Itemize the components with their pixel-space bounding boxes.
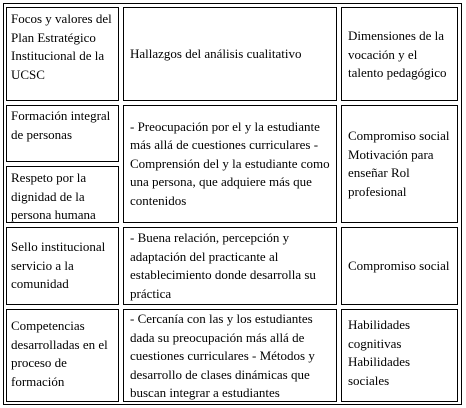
row1-cell-dimensions bbox=[341, 105, 458, 223]
header-cell-findings bbox=[123, 7, 337, 101]
row3-focus-text: Competencias desarrolladas en el proceso de formación bbox=[11, 318, 108, 389]
row1-findings-text: - Preocupación por el y la estudiante más allá de cuestiones curriculares - Comprensión del y la estudiante como una persona, que adquiere más que contenidos bbox=[130, 118, 330, 208]
row1-cell-focus-b bbox=[6, 166, 119, 223]
row2-focus-text: Sello institucional servicio a la comunidad bbox=[11, 239, 106, 292]
row1-dimensions-text: Compromiso social Motivación para enseñar Rol profesional bbox=[348, 128, 450, 199]
row3-cell-findings bbox=[123, 309, 337, 402]
row3-cell-dimensions bbox=[341, 309, 458, 402]
row3-dimensions-text: Habilidades cognitivas Habilidades sociales bbox=[348, 317, 411, 388]
row2-cell-focus bbox=[6, 227, 119, 305]
row3-findings-text: - Cercanía con las y los estudiantes dada su preocupación más allá de cuestiones curriculares - Métodos y desarrollo de clases dinámicas que buscan integrar a estudiantes bbox=[130, 311, 315, 400]
row1-cell-focus-a bbox=[6, 105, 119, 162]
header-findings-text: Hallazgos del análisis cualitativo bbox=[130, 45, 302, 61]
row1-cell-findings bbox=[123, 105, 337, 223]
row2-dimensions-text: Compromiso social bbox=[348, 257, 450, 273]
row2-findings-text: - Buena relación, percepción y adaptación del practicante al establecimiento donde desarrolla su práctica bbox=[130, 230, 316, 301]
row2-cell-dimensions bbox=[341, 227, 458, 305]
header-cell-plan-focus bbox=[6, 7, 119, 101]
header-dimensions-text: Dimensiones de la vocación y el talento pedagógico bbox=[348, 28, 447, 80]
header-plan-focus-text: Focos y valores del Plan Estratégico Institucional de la UCSC bbox=[11, 11, 112, 82]
row2-cell-findings bbox=[123, 227, 337, 305]
row1-focus-b-text: Respeto por la dignidad de la persona humana bbox=[11, 170, 96, 222]
header-cell-dimensions bbox=[341, 7, 458, 101]
row1-focus-a-text: Formación integral de personas bbox=[11, 108, 111, 142]
row3-cell-focus bbox=[6, 309, 119, 402]
